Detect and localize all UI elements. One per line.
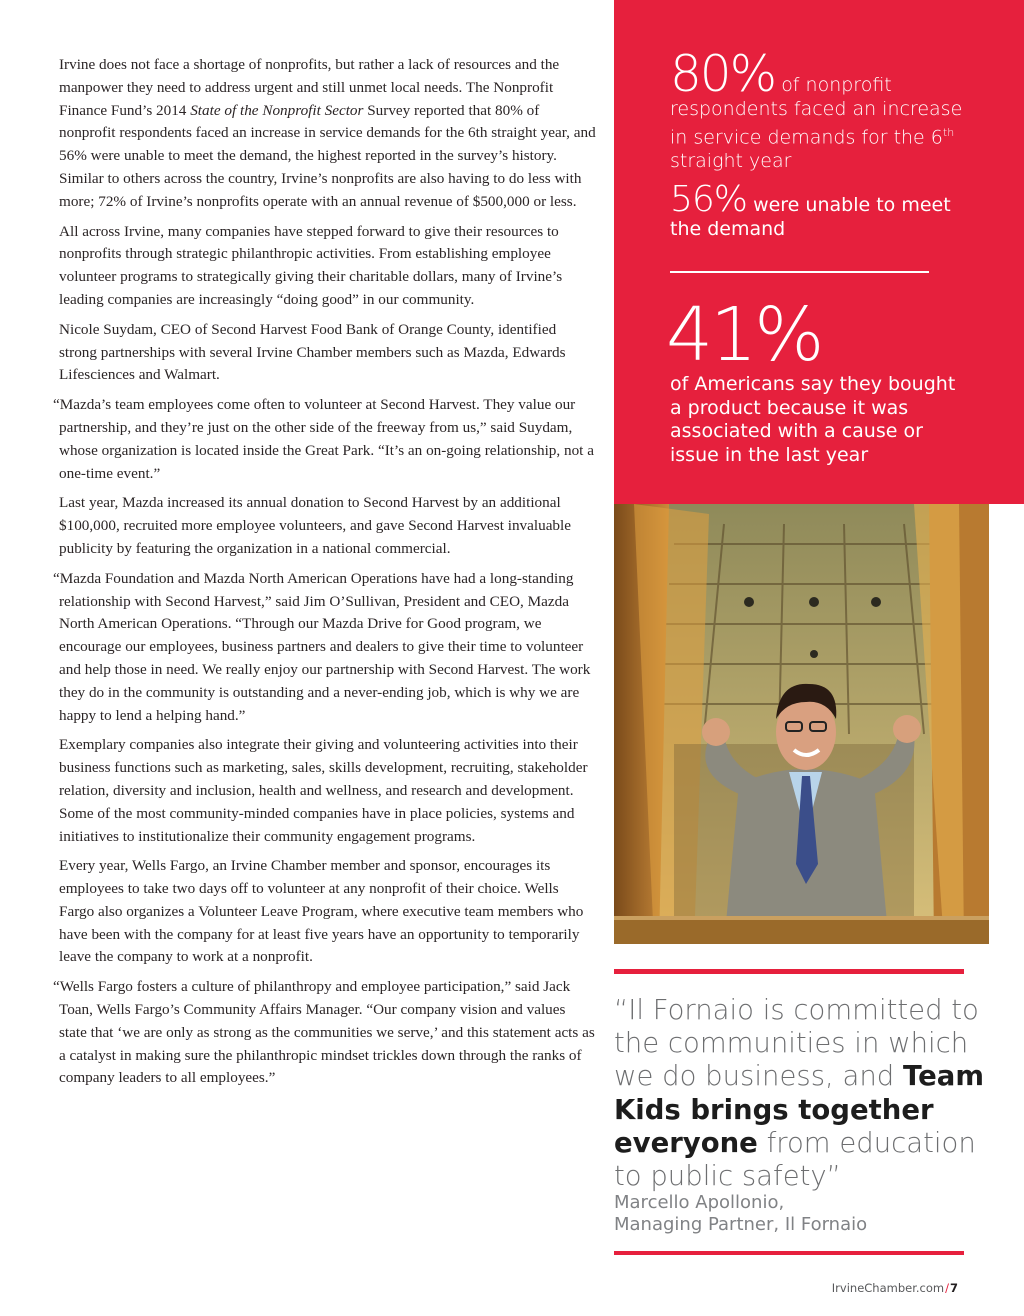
attribution-name: Marcello Apollonio, <box>614 1192 785 1213</box>
stat-56: 56% were unable to meet the demand <box>670 179 951 240</box>
paragraph-4: “Mazda’s team employees come often to volunteer at Second Harvest. They value our partnership, and they’re just on the other side of the freeway from us,” said Suydam, whose organization is located inside the Great Park. “It’s an on-going relationship, not a one-time event.” <box>53 396 594 482</box>
article-body <box>52 54 597 1097</box>
quote-attribution <box>614 1192 974 1235</box>
paragraph-3: Nicole Suydam, CEO of Second Harvest Food Bank of Orange County, identified strong partnerships with several Irvine Chamber members such as Mazda, Edwards Lifesciences and Walmart. <box>59 320 566 384</box>
page-footer <box>832 1281 958 1295</box>
footer-site-link[interactable]: IrvineChamber.com <box>831 1281 945 1295</box>
stat-80: 80% of nonprofit respondents faced an increase in service demands for the 6th straight year <box>670 45 963 172</box>
publication-title: State of the Nonprofit Sector <box>190 101 364 119</box>
portrait-illustration <box>614 504 989 944</box>
stats-divider <box>670 271 929 273</box>
page-number: 7 <box>949 1281 958 1295</box>
stat-80-number: 80% <box>670 45 776 103</box>
photo-man-at-window <box>614 504 989 944</box>
footer-separator: / <box>945 1281 949 1295</box>
quote-bottom-rule <box>614 1251 964 1255</box>
paragraph-8: Every year, Wells Fargo, an Irvine Chamber member and sponsor, encourages its employees to take two days off to volunteer at any nonprofit of their choice. Wells Fargo also organizes a Volunteer Leave Program, where executive team members who have been with the company for at least five years have an opportunity to temporarily leave the company to work at a nonprofit. <box>59 857 584 966</box>
quote-top-rule <box>614 969 964 974</box>
pull-quote-emphasis: Team Kids brings together everyone <box>614 1060 984 1159</box>
stat-56-number: 56% <box>670 179 748 220</box>
paragraph-9: “Wells Fargo fosters a culture of philanthropy and employee participation,” said Jack Toan, Wells Fargo’s Community Affairs Manager. “Our company vision and values state that ‘we are only as strong as the communities we serve,’ and this statement acts as a catalyst in making sure the philanthropic mindset trickles down through the ranks of company leaders to all employees.” <box>53 978 595 1087</box>
stat-41-text: of Americans say they bought a product because it was associated with a cause or issue in the last year <box>670 373 956 466</box>
stat-41-number: 41% <box>666 292 822 378</box>
paragraph-5: Last year, Mazda increased its annual donation to Second Harvest by an additional $100,000, recruited more employee volunteers, and gave Second Harvest invaluable publicity by featuring the organization in a national commercial. <box>59 494 571 557</box>
paragraph-1: Irvine does not face a shortage of nonprofits, but rather a lack of resources and the manpower they need to address urgent and still unmet local needs. The Nonprofit Finance Fund’s 2014 State of the Nonprofit Sector Survey reported that 80% of nonprofit respondents faced an increase in service demands for the 6th straight year, and 56% were unable to meet the demand, the highest reported in the survey’s history. Similar to others across the country, Irvine’s nonprofits are also having to do less with more; 72% of Irvine’s nonprofits operate with an annual revenue of $500,000 or less. <box>59 56 596 210</box>
paragraph-7: Exemplary companies also integrate their giving and volunteering activities into their business functions such as marketing, sales, skills development, recruiting, stakeholder relation, diversity and inclusion, health and wellness, and research and development. Some of the most community-minded companies have in place policies, systems and initiatives to institutionalize their community engagement programs. <box>59 736 588 845</box>
attribution-title: Managing Partner, Il Fornaio <box>614 1213 868 1235</box>
stats-panel <box>614 0 1024 504</box>
paragraph-6: “Mazda Foundation and Mazda North American Operations have had a long-standing relationship with Second Harvest,” said Jim O’Sullivan, President and CEO, Mazda North American Operations. “Through our Mazda Drive for Good program, we encourage our employees, business partners and dealers to give their time to volunteer and help those in need. We really enjoy our partnership with Second Harvest. The work they do in the community is outstanding and a never-ending job, which is why we are happy to lend a helping hand.” <box>53 569 591 724</box>
pull-quote: “Il Fornaio is committed to the communities in which we do business, and Team Kids brings together everyone from education to public safety” <box>614 994 984 1193</box>
paragraph-2: All across Irvine, many companies have stepped forward to give their resources to nonprofits through strategic philanthropic activities. From establishing employee volunteer programs to strategically giving their charitable dollars, many of Irvine’s leading companies are increasingly “doing good” in our community. <box>59 222 563 308</box>
